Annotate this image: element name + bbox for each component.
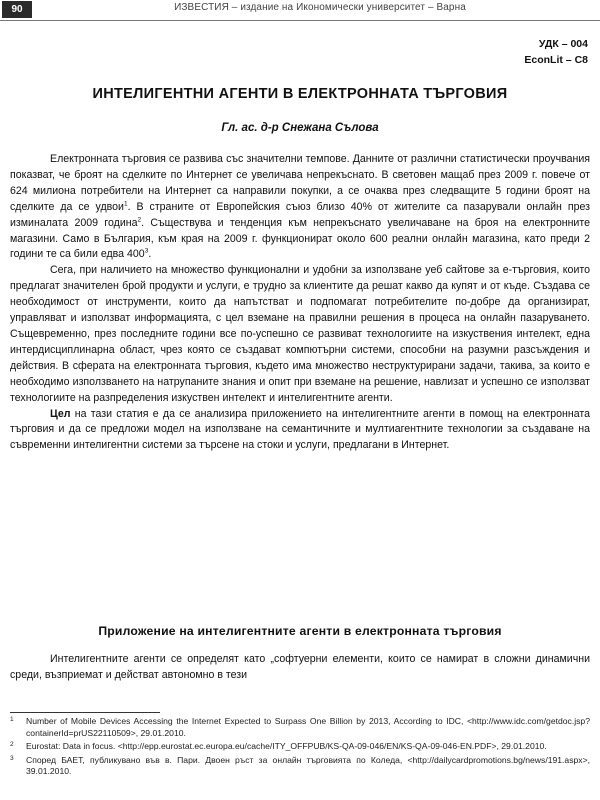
footnote-2: 2 Eurostat: Data in focus. <http://epp.eurostat.ec.europa.eu/cache/ITY_OFFPUB/KS-QA-09-046/EN/KS-QA-09-046-EN.PDF>, 29.01.2010. [10, 741, 547, 752]
article-author: Гл. ас. д-р Снежана Сълова [221, 122, 379, 134]
udk-code: УДК – 004 [538, 38, 588, 50]
econlit-code: EconLit – C8 [524, 54, 588, 66]
footnotes [10, 716, 590, 780]
footnote-ref-2[interactable]: 2 [137, 216, 142, 224]
footnote-3: 3 Според БАЕТ, публикувано във в. Пари. Двоен ръст за онлайн търговията по Коледа, <http://dailycardpromotions.bg/news/191.aspx>, 39.01.2010. [10, 754, 590, 777]
classification-codes [524, 36, 588, 68]
section-heading: Приложение на интелигентните агенти в електронната търговия [98, 624, 502, 638]
paragraph-2: Сега, при наличието на множество функционални и удобни за използване уеб сайтове за е-търговия, които предлагат значителен брой продукти и услуги, е трудно за клиентите да решат какво да купят и от къде. Създава се необходимост от инструменти, които да напътстват и подпомагат потребителите по-добре да организират, управляват и използват информацията, с цел вземане на правилни решения в процеса на онлайн пазаруването. Същевременно, през последните години все по-успешно се развиват технологиите на изкуствения интелект, една интердисциплинарна област, чрез която се създават компютърни системи, способни на разумни разсъждения и действия. В сферата на електронната търговия, където има множество неструктурирани задачи, такива, за които е необходимо използването на натрупаните знания и опит при вземане на решение, навлизат и успешно се използват технологиите на разпределения изкуствен интелект и интелигентните агенти. [10, 264, 590, 404]
article-title: ИНТЕЛИГЕНТНИ АГЕНТИ В ЕЛЕКТРОННАТА ТЪРГОВИЯ [92, 86, 508, 102]
page-number: 90 [2, 1, 32, 18]
article-body [10, 152, 590, 454]
goal-lead-word: Цел [50, 407, 71, 420]
paragraph-1: Електронната търговия се развива със значителни темпове. Данните от различни статистически проучвания показват, че броят на сделките по Интернет се увеличава непрекъснато. В световен мащаб през 2009 г. повече от 624 милиона потребители на Интернет са направили покупки, а се очаква през следващите 5 години броят на сделките да се удвои$^1$. В страните от Европейския съюз близо 40% от жителите са пазарували онлайн през изминалата 2009 година$^2$. Съществува и тенденция към непрекъснато увеличаване на броя на електронните магазини. Само в България, към края на 2009 г. функционират около 600 реални онлайн магазина, като преди 2 години те са били едва $400^3$. [10, 153, 590, 261]
footnote-divider [10, 712, 160, 713]
paragraph-3: Цел на тази статия е да се анализира приложението на интелигентните агенти в помощ на електронната търговия и да се предложи модел на използване на семантичните и мултиагентните технологии за създаване на съвременни интелигентни системи за търсене на стоки и услуги, предлагани в Интернет. [10, 407, 590, 452]
section-first-paragraph: Интелигентните агенти се определят като „софтуерни елементи, които се намират в сложни динамични среди, възприемат и действат автономно в тези [10, 653, 590, 681]
running-header [0, 0, 600, 21]
running-head-text: ИЗВЕСТИЯ – издание на Икономически университет – Варна [174, 2, 466, 13]
footnote-ref-1[interactable]: 1 [123, 200, 128, 208]
footnote-ref-3[interactable]: 3 [144, 247, 149, 255]
footnote-1: 1 Number of Mobile Devices Accessing the Internet Expected to Surpass One Billion by 2013, According to IDC, <http://www.idc.com/getdoc.jsp?containerId=prUS22110509>, 29.01.2010. [10, 716, 590, 738]
